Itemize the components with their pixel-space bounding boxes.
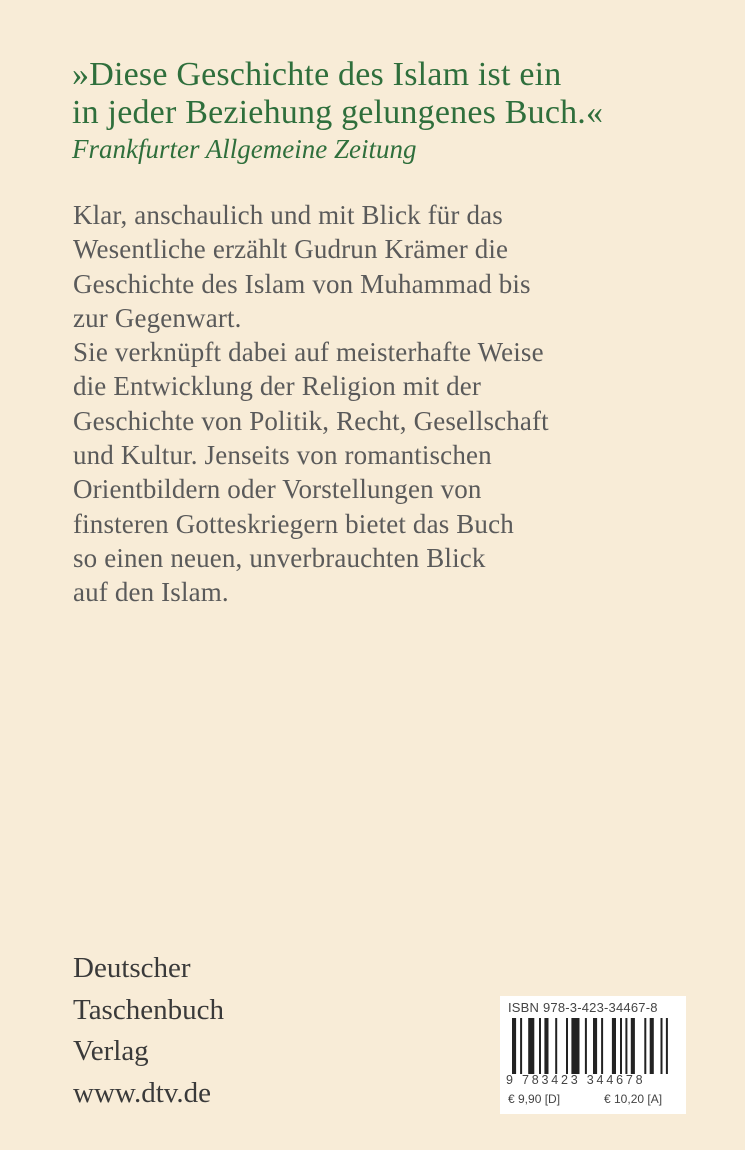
description-line: Geschichte des Islam von Muhammad bis (73, 268, 531, 299)
description-line: Geschichte von Politik, Recht, Gesellschaft (73, 405, 549, 436)
barcode-bar (620, 1018, 622, 1074)
barcode-bar (644, 1018, 646, 1074)
description-line: finsteren Gotteskriegern bietet das Buch (73, 508, 514, 539)
barcode-bar (661, 1018, 663, 1074)
barcode-bar (612, 1018, 616, 1074)
isbn-number: ISBN 978-3-423-34467-8 (508, 1000, 658, 1015)
barcode-bar (512, 1018, 516, 1074)
barcode-bars-icon (512, 1018, 674, 1074)
barcode-bar (571, 1018, 579, 1074)
description-line: auf den Islam. (73, 577, 229, 608)
publisher-name-line: Taschenbuch (73, 993, 224, 1026)
quote-line: »Diese Geschichte des Islam ist ein (72, 56, 562, 93)
barcode-bar (593, 1018, 597, 1074)
description-line: so einen neuen, unverbrauchten Blick (73, 542, 486, 573)
quote-source: Frankfurter Allgemeine Zeitung (72, 134, 417, 164)
barcode-bar (528, 1018, 534, 1074)
barcode-bar (666, 1018, 668, 1074)
barcode-bar (601, 1018, 603, 1074)
publisher-name-line: Deutscher (73, 952, 191, 984)
price-austria: € 10,20 [A] (604, 1092, 663, 1106)
publisher-imprint (73, 948, 224, 1114)
barcode-bar (555, 1018, 557, 1074)
description-line: Klar, anschaulich und mit Blick für das (73, 200, 503, 230)
barcode-bar (520, 1018, 522, 1074)
book-description (73, 198, 693, 610)
description-line: die Entwicklung der Religion mit der (73, 371, 482, 402)
barcode-bar (566, 1018, 568, 1074)
description-line: Wesentliche erzählt Gudrun Krämer die (73, 234, 509, 265)
publisher-name-line: Verlag (73, 1035, 149, 1067)
isbn-barcode-label (500, 996, 686, 1114)
barcode-bar (631, 1018, 635, 1074)
barcode-bar (539, 1018, 541, 1074)
quote-line: in jeder Beziehung gelungenes Buch.« (72, 94, 604, 131)
description-line: Sie verknüpft dabei auf meisterhafte Weise (73, 337, 544, 368)
publisher-website: www.dtv.de (73, 1076, 211, 1109)
barcode-bar (650, 1018, 654, 1074)
barcode-bar (544, 1018, 548, 1074)
description-line: Orientbildern oder Vorstellungen von (73, 474, 482, 505)
barcode-bar (585, 1018, 587, 1074)
barcode-bar (625, 1018, 627, 1074)
barcode-digits: 9 783423 344678 (506, 1073, 646, 1087)
press-quote (72, 56, 682, 166)
description-line: und Kultur. Jenseits von romantischen (73, 440, 492, 471)
price-germany: € 9,90 [D] (508, 1092, 561, 1106)
description-line: zur Gegenwart. (73, 302, 242, 333)
